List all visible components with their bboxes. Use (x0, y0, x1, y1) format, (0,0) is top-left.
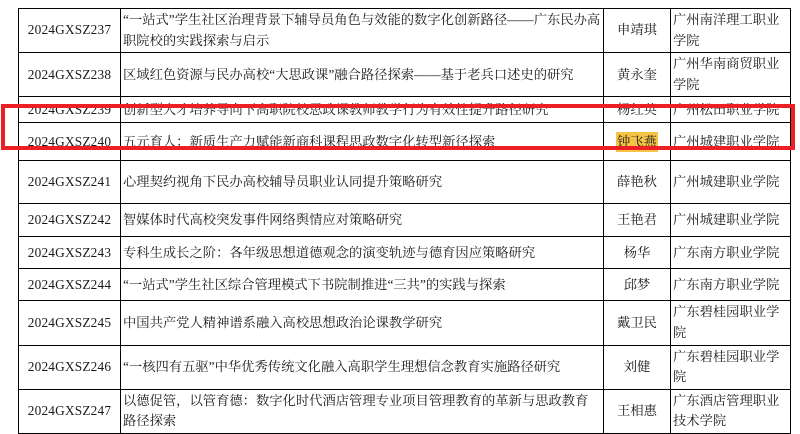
project-id-cell: 2024GXSZ247 (19, 389, 121, 433)
institution-cell: 广东碧桂园职业学院 (671, 301, 791, 345)
institution-cell: 广州城建职业学院 (671, 161, 791, 204)
institution-cell: 广州南洋理工职业学院 (671, 9, 791, 53)
project-id-cell: 2024GXSZ237 (19, 9, 121, 53)
leader-cell: 刘健 (604, 345, 671, 389)
project-title-cell: 以德促管，以管育德：数字化时代酒店管理专业项目管理教育的革新与思政教育路径探索 (121, 389, 604, 433)
project-title-cell: 创新型人才培养导向下高职院校思政课教师教学行为有效性提升路径研究 (121, 97, 604, 123)
project-list-table (18, 8, 791, 434)
project-title-cell: “一核四有五驱”中华优秀传统文化融入高职学生理想信念教育实施路径研究 (121, 345, 604, 389)
table-row (19, 161, 791, 204)
leader-cell: 王艳君 (604, 204, 671, 237)
institution-cell: 广州松田职业学院 (671, 97, 791, 123)
table-row (19, 237, 791, 269)
institution-cell: 广东碧桂园职业学院 (671, 345, 791, 389)
project-table-body (19, 9, 791, 434)
leader-cell: 杨红英 (604, 97, 671, 123)
table-row (19, 269, 791, 301)
project-id-cell: 2024GXSZ245 (19, 301, 121, 345)
leader-cell: 邱梦 (604, 269, 671, 301)
project-title-cell: 区域红色资源与民办高校“大思政课”融合路径探索——基于老兵口述史的研究 (121, 53, 604, 97)
table-row (19, 204, 791, 237)
leader-cell (604, 123, 671, 161)
project-title-cell: “一站式”学生社区治理背景下辅导员角色与效能的数字化创新路径——广东民办高职院校的实践探索与启示 (121, 9, 604, 53)
project-id-cell: 2024GXSZ238 (19, 53, 121, 97)
institution-cell: 广东酒店管理职业技术学院 (671, 389, 791, 433)
project-id-cell: 2024GXSZ246 (19, 345, 121, 389)
leader-cell: 薛艳秋 (604, 161, 671, 204)
project-id-cell: 2024GXSZ239 (19, 97, 121, 123)
institution-cell: 广东南方职业学院 (671, 269, 791, 301)
table-row (19, 301, 791, 345)
project-id-cell: 2024GXSZ242 (19, 204, 121, 237)
leader-cell: 杨华 (604, 237, 671, 269)
institution-cell: 广州城建职业学院 (671, 123, 791, 161)
project-id-cell: 2024GXSZ243 (19, 237, 121, 269)
table-row (19, 53, 791, 97)
institution-cell: 广州华南商贸职业学院 (671, 53, 791, 97)
leader-cell: 戴卫民 (604, 301, 671, 345)
highlighted-leader-name: 钟飞燕 (616, 132, 658, 153)
project-title-cell: “一站式”学生社区综合管理模式下书院制推进“三共”的实践与探索 (121, 269, 604, 301)
project-id-cell: 2024GXSZ241 (19, 161, 121, 204)
table-row (19, 97, 791, 123)
project-title-cell: 智媒体时代高校突发事件网络舆情应对策略研究 (121, 204, 604, 237)
leader-cell: 王相惠 (604, 389, 671, 433)
institution-cell: 广东南方职业学院 (671, 237, 791, 269)
table-row-selected (19, 123, 791, 161)
institution-cell: 广州城建职业学院 (671, 204, 791, 237)
table-row (19, 345, 791, 389)
table-row (19, 389, 791, 433)
project-id-cell: 2024GXSZ244 (19, 269, 121, 301)
project-title-cell: 中国共产党人精神谱系融入高校思想政治论课教学研究 (121, 301, 604, 345)
leader-cell: 申靖琪 (604, 9, 671, 53)
project-title-cell: 五元育人：新质生产力赋能新商科课程思政数字化转型新径探索 (121, 123, 604, 161)
leader-cell: 黄永奎 (604, 53, 671, 97)
project-title-cell: 专科生成长之阶：各年级思想道德观念的演变轨迹与德育因应策略研究 (121, 237, 604, 269)
table-row (19, 9, 791, 53)
project-title-cell: 心理契约视角下民办高校辅导员职业认同提升策略研究 (121, 161, 604, 204)
project-id-cell: 2024GXSZ240 (19, 123, 121, 161)
